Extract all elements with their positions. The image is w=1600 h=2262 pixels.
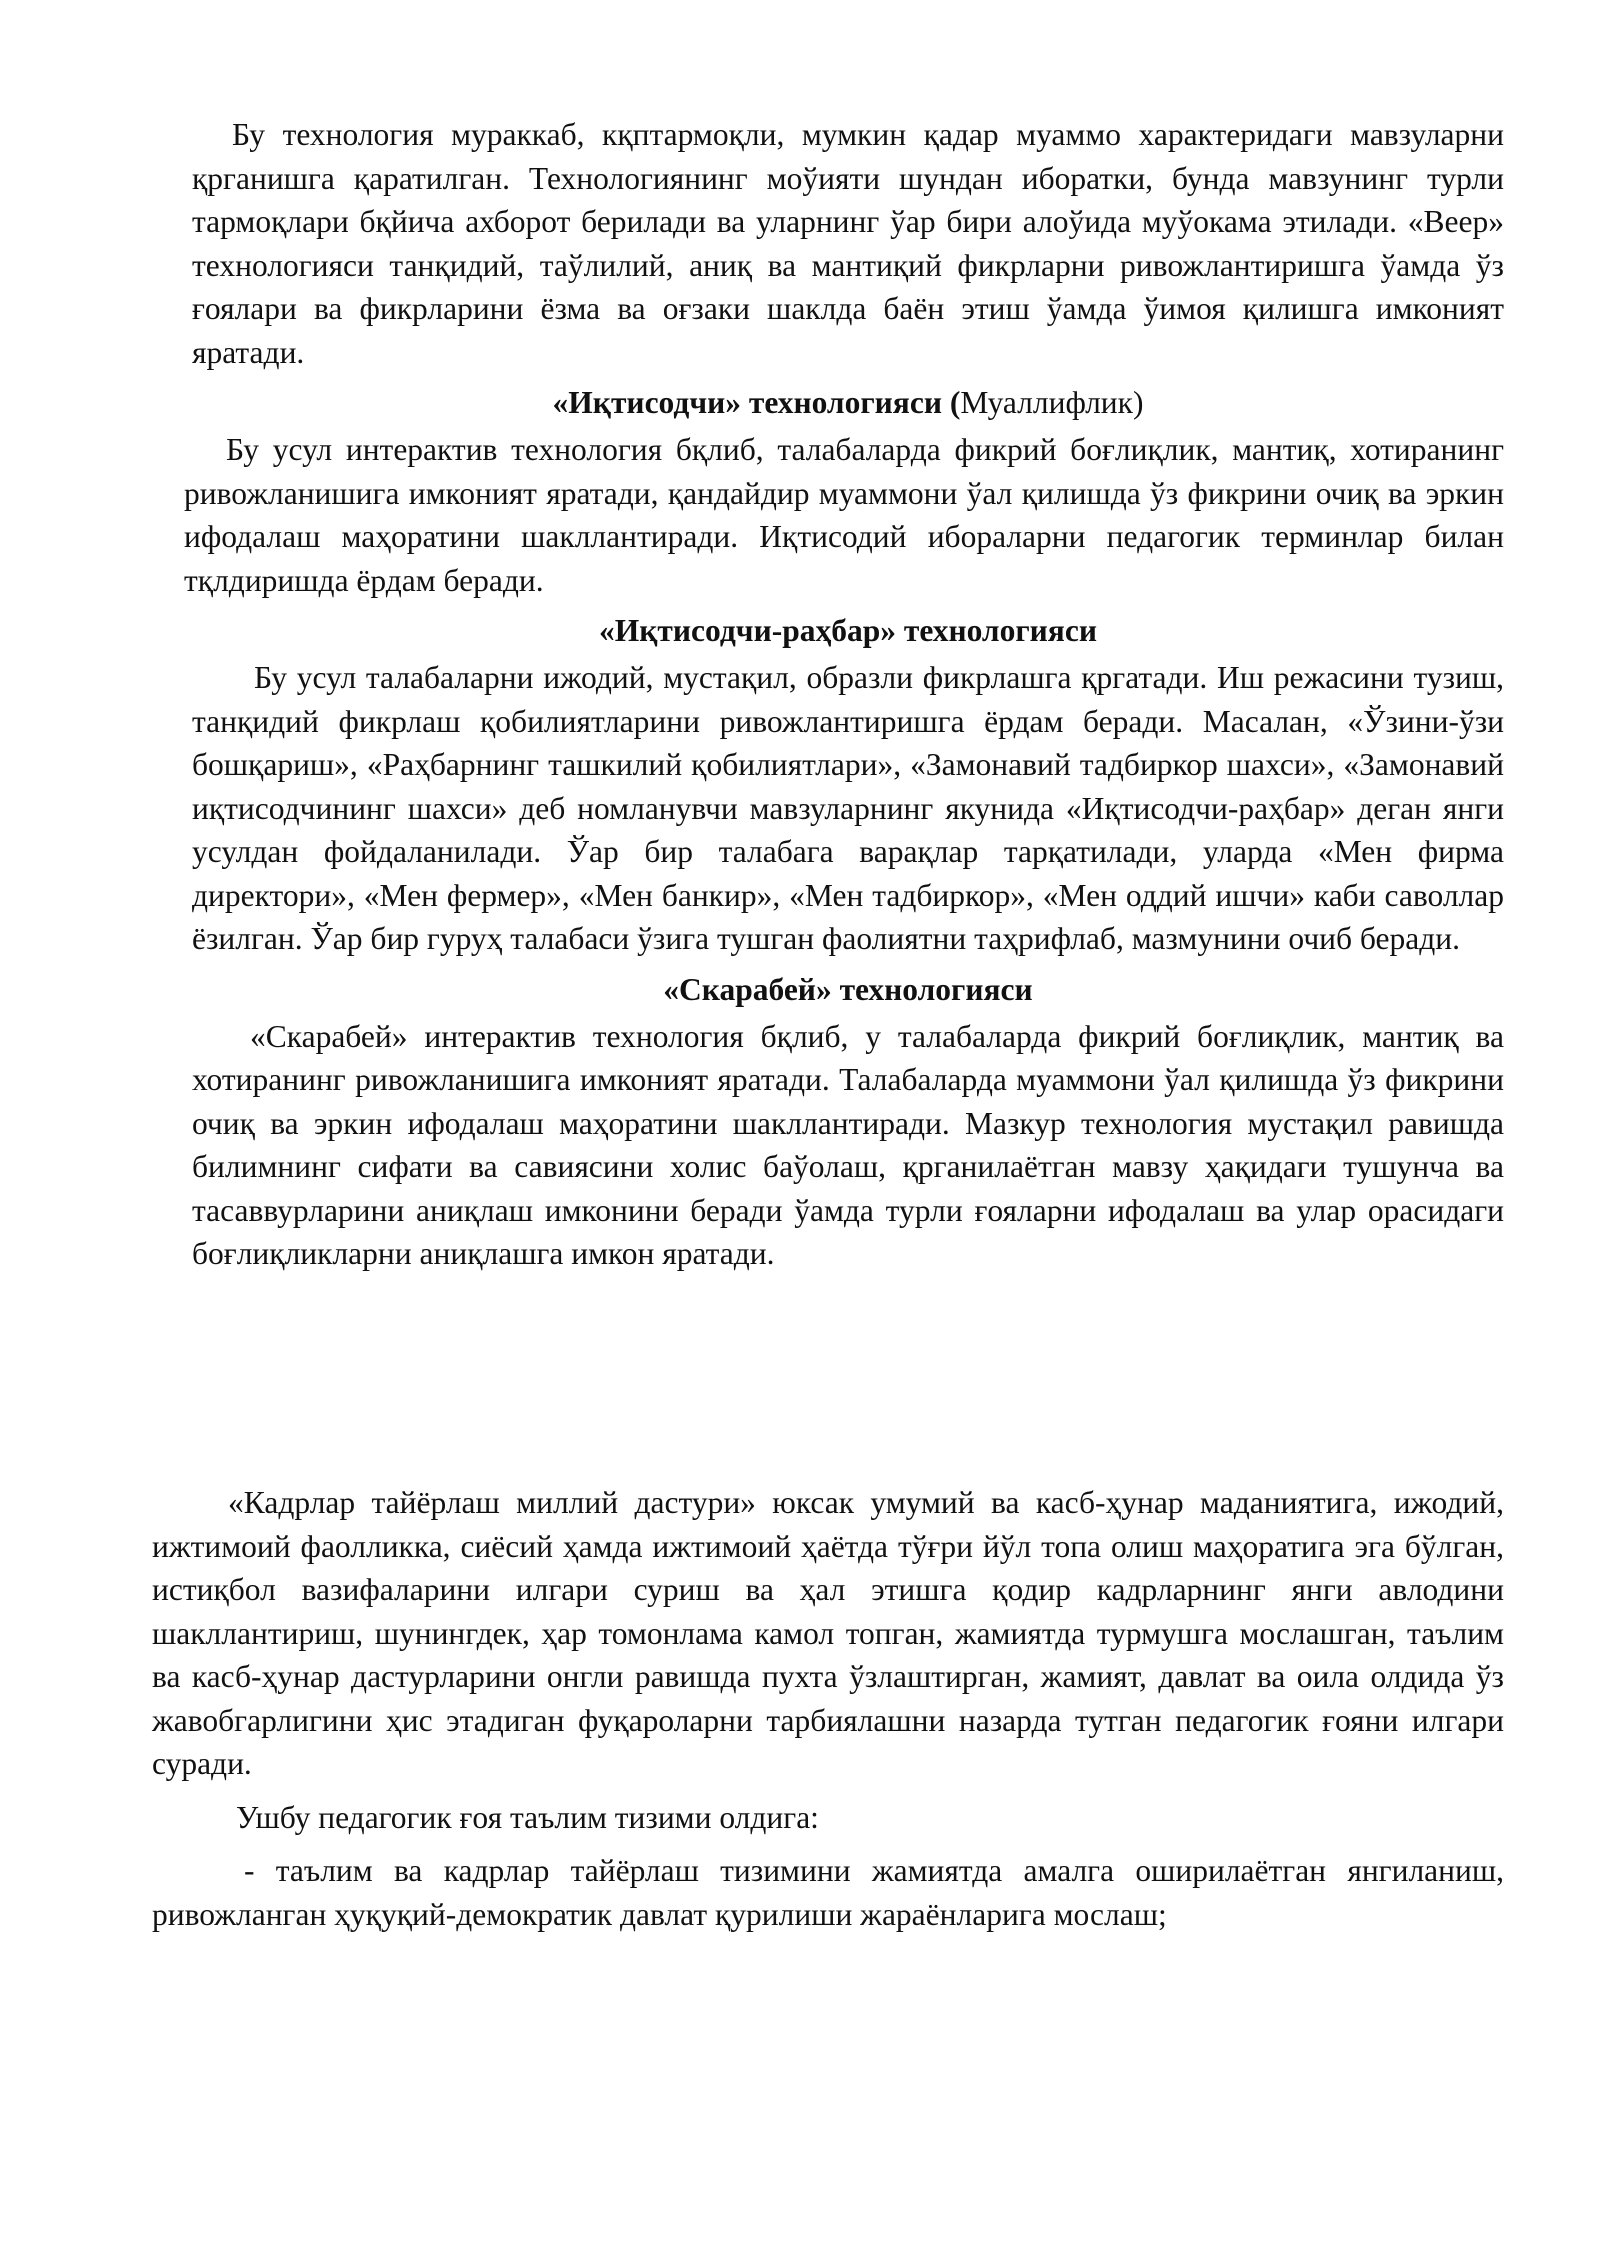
- paragraph-kadrlar: «Кадрлар тайёрлаш миллий дастури» юксак умумий ва касб-ҳунар маданиятига, ижодий, ижтимоий фаолликка, сиёсий ҳамда ижтимоий ҳаётда тўғри йўл топа олиш маҳоратига эга бўлган, истиқбол вазифаларини илгари суриш ва ҳал этишга қодир кадрларнинг янги авлодини шакллантириш, шунингдек, ҳар томонлама камол топган, жамиятда турмушга мослашган, таълим ва касб-ҳунар дастурларини онгли равишда пухта ўзлаштирган, жамият, давлат ва оила олдида ўз жавобгарлигини ҳис этадиган фуқароларни тарбиялашни назарда тутган педагогик ғояни илгари суради.: [152, 1485, 1504, 1781]
- heading-skarabey: «Скарабей» технологияси: [663, 971, 1033, 1007]
- paragraph-iqtisodchi: Бу усул интерактив технология бқлиб, талабаларда фикрий боғлиқлик, мантиқ, хотиранинг ривожланишига имконият яратади, қандайдир муаммони ўал қилишда ўз фикрини очиқ ва эркин ифодалаш маҳоратини шакллантиради. Иқтисодий ибораларни педагогик терминлар билан тқлдиришда ёрдам беради.: [184, 432, 1504, 598]
- text-block-upper: [184, 113, 1504, 1276]
- paragraph-ushbu: Ушбу педагогик ғоя таълим тизими олдига:: [236, 1799, 819, 1835]
- heading-iqtisodchi-bold: «Иқтисодчи» технологияси (: [552, 385, 961, 420]
- heading-iqtisodchi: [192, 380, 1504, 426]
- paragraph-iqtisodchi-rahbar: Бу усул талабаларни ижодий, мустақил, образли фикрлашга қргатади. Иш режасини тузиш, танқидий фикрлаш қобилиятларини ривожлантиришга ёрдам беради. Масалан, «Ўзини-ўзи бошқариш», «Раҳбарнинг ташкилий қобилиятлари», «Замонавий тадбиркор шахси», «Замонавий иқтисодчининг шахси» деб номланувчи мавзуларнинг якунида «Иқтисодчи-раҳбар» деган янги усулдан фойдаланилади. Ўар бир талабага варақлар тарқатилади, уларда «Мен фирма директори», «Мен фермер», «Мен банкир», «Мен тадбиркор», «Мен оддий ишчи» каби саволлар ёзилган. Ўар бир гуруҳ талабаси ўзига тушган фаолиятни таҳрифлаб, мазмунини очиб беради.: [192, 660, 1504, 956]
- heading-iqtisodchi-rahbar: «Иқтисодчи-раҳбар» технологияси: [599, 613, 1097, 648]
- text-block-lower: [152, 1481, 1504, 1936]
- paragraph-skarabey: «Скарабей» интерактив технология бқлиб, у талабаларда фикрий боғлиқлик, мантиқ ва хотиранинг ривожланишига имконият яратади. Талабаларда муаммони ўал қилишда ўз фикрини очиқ ва эркин ифодалаш маҳоратини шакллантиради. Мазкур технология мустақил равишда билимнинг сифати ва савиясини холис баўолаш, қрганилаётган мавзу ҳақидаги тушунча ва тасаввурларини аниқлаш имконини беради ўамда турли ғояларни ифодалаш ва улар орасидаги боғлиқликларни аниқлашга имкон яратади.: [192, 1018, 1504, 1271]
- paragraph-list-item: - таълим ва кадрлар тайёрлаш тизимини жамиятда амалга оширилаётган янгиланиш, ривожланган ҳуқуқий-демократик давлат қурилиши жараёнларига мослаш;: [152, 1853, 1504, 1932]
- paragraph-veer: Бу технология мураккаб, кқптармоқли, мумкин қадар муаммо характеридаги мавзуларни қрганишга қаратилган. Технологиянинг моўияти шундан иборатки, бунда мавзунинг турли тармоқлари бқйича ахборот берилади ва уларнинг ўар бири алоўида муўокама этилади. «Веер» технологияси танқидий, таўлилий, аниқ ва мантиқий фикрларни ривожлантиришга ўамда ўз ғоялари ва фикрларини ёзма ва оғзаки шаклда баён этиш ўамда ўимоя қилишга имконият яратади.: [192, 117, 1504, 370]
- heading-iqtisodchi-note: Муаллифлик): [960, 385, 1144, 420]
